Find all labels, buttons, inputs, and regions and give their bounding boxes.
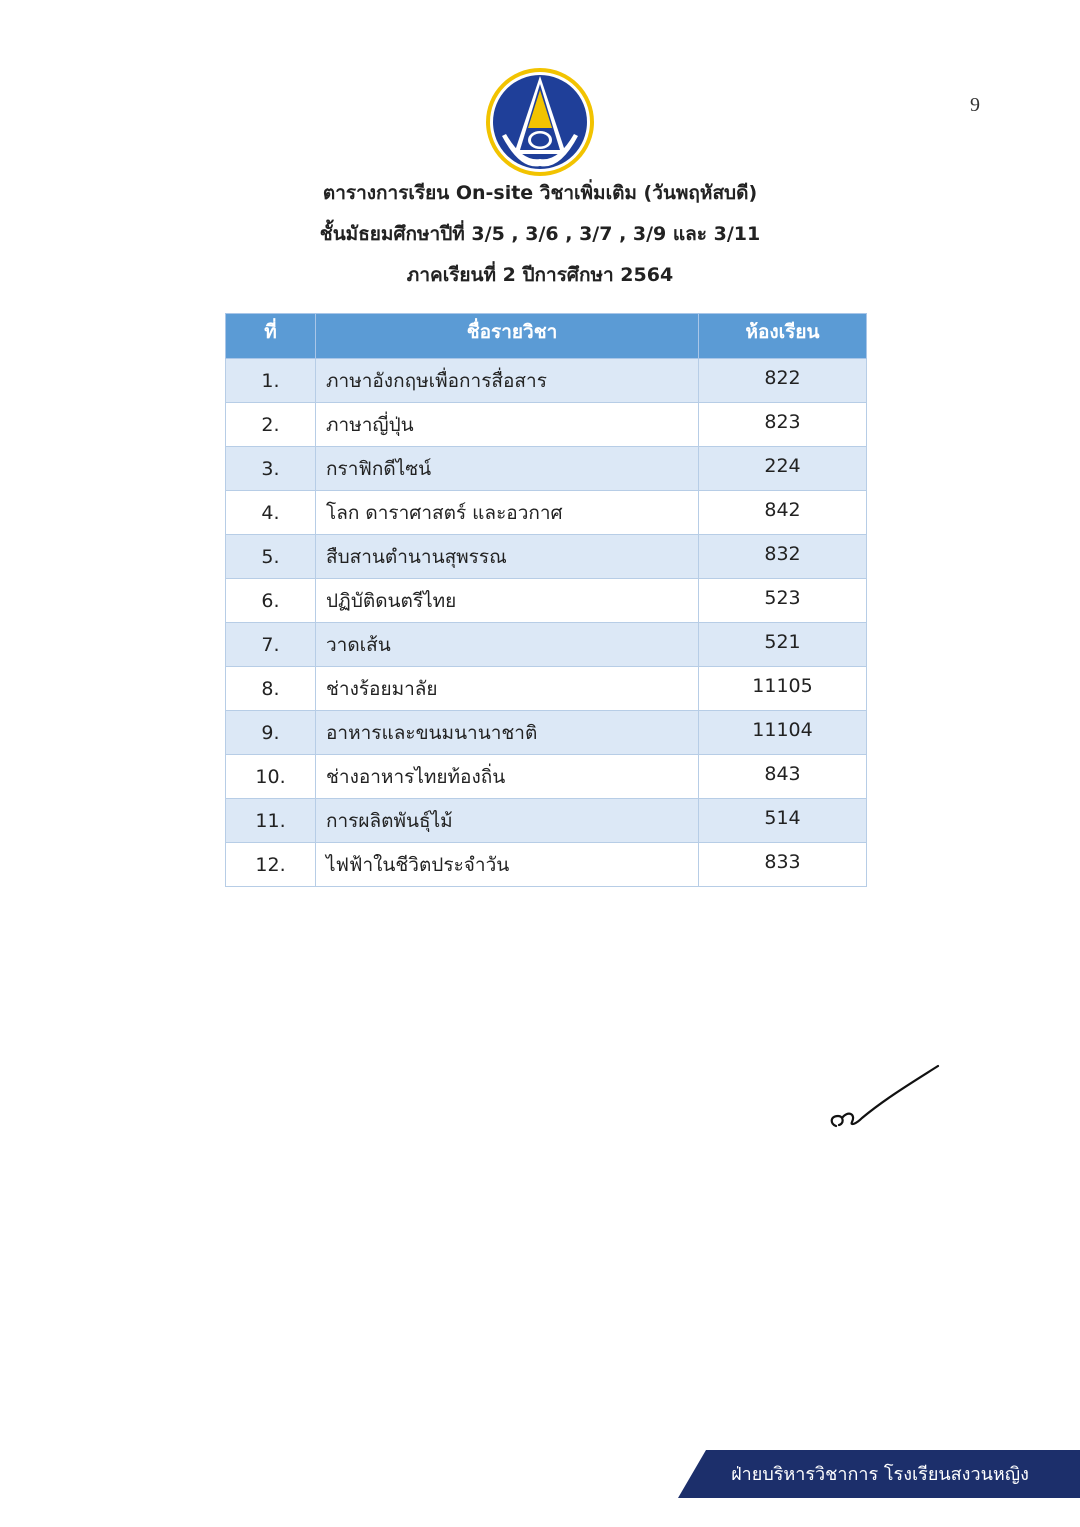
table-row — [226, 843, 867, 887]
header-room: ห้องเรียน — [699, 314, 867, 359]
table-row — [226, 667, 867, 711]
row-number: 4. — [226, 491, 316, 535]
row-number: 7. — [226, 623, 316, 667]
title-line-2: ชั้นมัธยมศึกษาปีที่ 3/5 , 3/6 , 3/7 , 3/9 และ 3/11 — [319, 223, 761, 245]
row-number: 3. — [226, 447, 316, 491]
room-number: 521 — [699, 623, 867, 667]
subject-name: ภาษาญี่ปุ่น — [316, 403, 699, 447]
header-subject: ชื่อรายวิชา — [316, 314, 699, 359]
room-number: 11105 — [699, 667, 867, 711]
table-row — [226, 491, 867, 535]
title-line-3: ภาคเรียนที่ 2 ปีการศึกษา 2564 — [406, 264, 674, 286]
subject-name: การผลิตพันธุ์ไม้ — [316, 799, 699, 843]
room-number: 514 — [699, 799, 867, 843]
page-number: 9 — [970, 94, 980, 116]
subject-name: ภาษาอังกฤษเพื่อการสื่อสาร — [316, 359, 699, 403]
subject-name: ช่างอาหารไทยท้องถิ่น — [316, 755, 699, 799]
table-row — [226, 799, 867, 843]
subject-name: สืบสานตำนานสุพรรณ — [316, 535, 699, 579]
subject-name: ปฏิบัติดนตรีไทย — [316, 579, 699, 623]
subject-name: วาดเส้น — [316, 623, 699, 667]
table-row — [226, 359, 867, 403]
subject-name: ไฟฟ้าในชีวิตประจำวัน — [316, 843, 699, 887]
room-number: 823 — [699, 403, 867, 447]
row-number: 6. — [226, 579, 316, 623]
table-header-row — [226, 314, 867, 359]
school-crest-icon — [484, 66, 596, 178]
room-number: 523 — [699, 579, 867, 623]
room-number: 822 — [699, 359, 867, 403]
signature-icon — [826, 1062, 946, 1134]
row-number: 2. — [226, 403, 316, 447]
row-number: 1. — [226, 359, 316, 403]
table-row — [226, 535, 867, 579]
table-row — [226, 579, 867, 623]
subject-name: ช่างร้อยมาลัย — [316, 667, 699, 711]
subject-name: กราฟิกดีไซน์ — [316, 447, 699, 491]
schedule-table — [225, 313, 867, 887]
row-number: 5. — [226, 535, 316, 579]
header-no: ที่ — [226, 314, 316, 359]
row-number: 9. — [226, 711, 316, 755]
subject-name: โลก ดาราศาสตร์ และอวกาศ — [316, 491, 699, 535]
table-row — [226, 755, 867, 799]
title-line-1: ตารางการเรียน On-site วิชาเพิ่มเติม (วันพฤหัสบดี) — [322, 182, 758, 204]
room-number: 842 — [699, 491, 867, 535]
row-number: 8. — [226, 667, 316, 711]
row-number: 11. — [226, 799, 316, 843]
room-number: 832 — [699, 535, 867, 579]
subject-name: อาหารและขนมนานาชาติ — [316, 711, 699, 755]
room-number: 843 — [699, 755, 867, 799]
row-number: 10. — [226, 755, 316, 799]
room-number: 224 — [699, 447, 867, 491]
footer-text: ฝ่ายบริหารวิชาการ โรงเรียนสงวนหญิง — [731, 1464, 1029, 1485]
table-row — [226, 403, 867, 447]
table-row — [226, 623, 867, 667]
row-number: 12. — [226, 843, 316, 887]
room-number: 11104 — [699, 711, 867, 755]
room-number: 833 — [699, 843, 867, 887]
table-row — [226, 711, 867, 755]
document-title — [0, 178, 1080, 301]
table-row — [226, 447, 867, 491]
